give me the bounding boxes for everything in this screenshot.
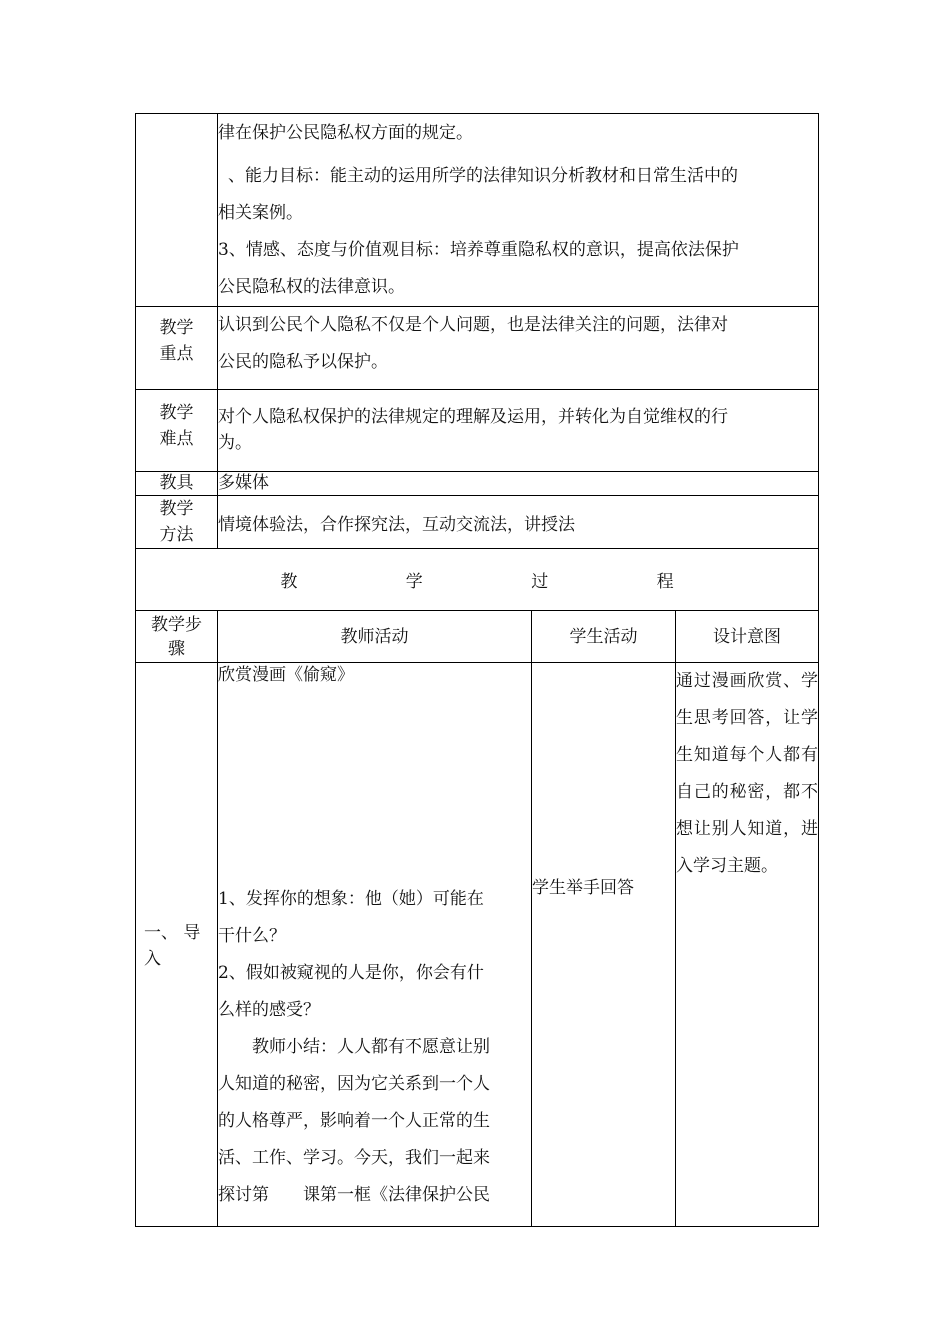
intro-teacher-line-1: 1、发挥你的想象：他（她）可能在: [218, 889, 484, 909]
objectives-line-5: 公民隐私权的法律意识。: [218, 277, 405, 297]
tools-label: 教具: [136, 472, 218, 496]
key-points-label: [136, 307, 218, 390]
objectives-line-1: 律在保护公民隐私权方面的规定。: [218, 123, 473, 143]
intro-teacher-activity: [218, 663, 532, 1227]
key-points-row: [136, 307, 819, 390]
methods-label-a: 教学: [159, 499, 194, 519]
comic-placeholder: [218, 687, 531, 881]
intro-teacher-line-5: 教师小结：人人都有不愿意让别: [218, 1037, 490, 1057]
column-header-row: [136, 611, 819, 663]
process-char-1: 教: [280, 572, 298, 592]
key-points-label-a: 教学: [159, 318, 194, 338]
objectives-text: [218, 114, 819, 307]
key-points-text: [218, 307, 819, 390]
col-step-header: [136, 611, 218, 663]
methods-row: [136, 496, 819, 549]
process-char-4: 程: [656, 572, 674, 592]
key-points-label-b: 重点: [159, 344, 194, 364]
methods-label-b: 方法: [159, 525, 194, 545]
col-step-header-a: 教学步: [151, 614, 202, 635]
difficulties-line-1: 对个人隐私权保护的法律规定的理解及运用，并转化为自觉维权的行: [218, 407, 728, 427]
process-char-2: 学: [405, 572, 423, 592]
process-char-3: 过: [531, 572, 549, 592]
tools-row: [136, 472, 819, 496]
col-step-header-b: 骤: [168, 638, 185, 659]
difficulties-label-a: 教学: [159, 403, 194, 423]
process-header-row: [136, 549, 819, 611]
intro-step: [136, 663, 218, 1227]
intro-student-activity: 学生举手回答: [532, 663, 676, 1227]
intro-teacher-line-4: 么样的感受？: [218, 1000, 320, 1020]
intro-teacher-line-6: 人知道的秘密，因为它关系到一个人: [218, 1074, 490, 1094]
col-teacher-header: 教师活动: [218, 611, 532, 663]
difficulties-text: [218, 390, 819, 472]
difficulties-label: [136, 390, 218, 472]
intro-teacher-line-3: 2、假如被窥视的人是你，你会有什: [218, 963, 484, 983]
col-design-header: 设计意图: [676, 611, 819, 663]
process-header: [136, 549, 819, 611]
key-points-line-1: 认识到公民个人隐私不仅是个人问题，也是法律关注的问题，法律对: [218, 315, 728, 335]
lesson-plan-table: [135, 113, 819, 1227]
intro-step-a: 一、 导: [144, 922, 201, 943]
objectives-line-2: 、能力目标：能主动的运用所学的法律知识分析教材和日常生活中的: [228, 166, 738, 186]
difficulties-row: [136, 390, 819, 472]
intro-row: [136, 663, 819, 1227]
difficulties-label-b: 难点: [159, 429, 194, 449]
objectives-line-3: 相关案例。: [218, 203, 303, 223]
objectives-row: [136, 114, 819, 307]
intro-design-intent: 通过漫画欣赏、学生思考回答，让学生知道每个人都有自己的秘密，都不想让别人知道，进入学习主题。: [676, 663, 819, 1227]
intro-step-b: 入: [144, 948, 161, 969]
tools-value: 多媒体: [218, 472, 819, 496]
intro-teacher-line-9: 探讨第 课第一框《法律保护公民: [218, 1185, 490, 1205]
objectives-line-4: 3、情感、态度与价值观目标：培养尊重隐私权的意识，提高依法保护: [218, 240, 739, 260]
objectives-label-cell: [136, 114, 218, 307]
col-student-header: 学生活动: [532, 611, 676, 663]
intro-teacher-line-8: 活、工作、学习。今天，我们一起来: [218, 1148, 490, 1168]
intro-teacher-title: 欣赏漫画《偷窥》: [218, 665, 354, 685]
intro-teacher-line-7: 的人格尊严，影响着一个人正常的生: [218, 1111, 490, 1131]
key-points-line-2: 公民的隐私予以保护。: [218, 352, 388, 372]
methods-value: 情境体验法，合作探究法，互动交流法，讲授法: [218, 496, 819, 549]
intro-teacher-line-2: 干什么？: [218, 926, 286, 946]
methods-label: [136, 496, 218, 549]
difficulties-line-2: 为。: [218, 433, 252, 453]
